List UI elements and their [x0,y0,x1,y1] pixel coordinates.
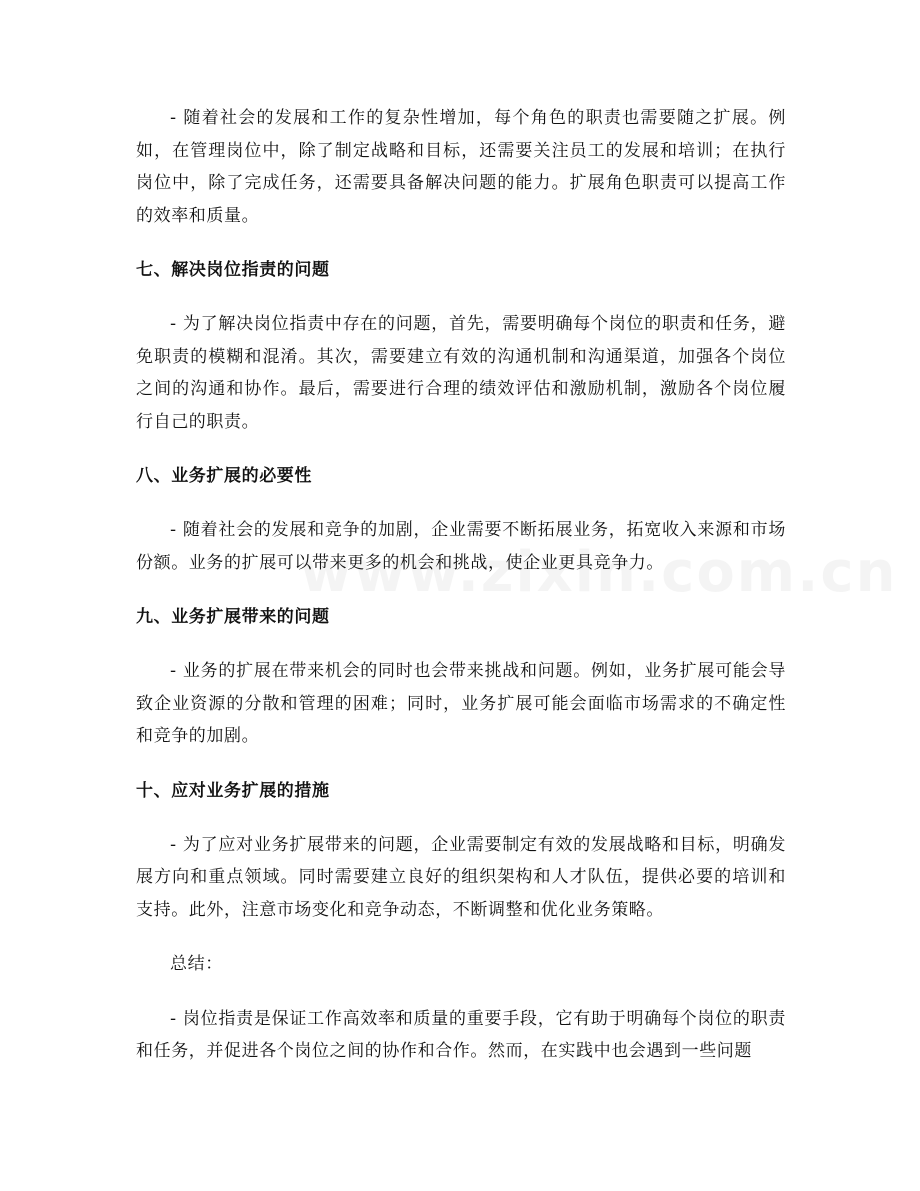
paragraph-role-expansion: - 随着社会的发展和工作的复杂性增加，每个角色的职责也需要随之扩展。例如，在管理岗位中，除了制定战略和目标，还需要关注员工的发展和培训；在执行岗位中，除了完成任务，还需要具备解决问题的能力。扩展角色职责可以提高工作的效率和质量。 [136,108,786,226]
section-heading-8: 八、业务扩展的必要性 [136,466,312,486]
paragraph-measures: - 为了应对业务扩展带来的问题，企业需要制定有效的发展战略和目标，明确发展方向和重点领域。同时需要建立良好的组织架构和人才队伍，提供必要的培训和支持。此外，注意市场变化和竞争动态，不断调整和优化业务策略。 [136,834,786,920]
document-body [136,102,786,1068]
section-heading-10: 十、应对业务扩展的措施 [136,780,330,801]
section-heading-7: 七、解决岗位指责的问题 [136,260,330,280]
paragraph-expansion-problems: - 业务的扩展在带来机会的同时也会带来挑战和问题。例如，业务扩展可能会导致企业资源的分散和管理的困难；同时，业务扩展可能会面临市场需求的不确定性和竞争的加剧。 [136,661,786,746]
paragraph-summary: - 岗位指责是保证工作高效率和质量的重要手段，它有助于明确每个岗位的职责和任务，并促进各个岗位之间的协作和合作。然而，在实践中也会遇到一些问题 [136,1008,786,1061]
section-heading-9: 九、业务扩展带来的问题 [136,607,330,627]
paragraph-solve-problems: - 为了解决岗位指责中存在的问题，首先，需要明确每个岗位的职责和任务，避免职责的模糊和混淆。其次，需要建立有效的沟通机制和沟通渠道，加强各个岗位之间的沟通和协作。最后，需要进行合理的绩效评估和激励机制，激励各个岗位履行自己的职责。 [136,314,786,432]
summary-label: 总结： [170,954,223,974]
paragraph-necessity: - 随着社会的发展和竞争的加剧，企业需要不断拓展业务，拓宽收入来源和市场份额。业务的扩展可以带来更多的机会和挑战，使企业更具竞争力。 [136,520,786,573]
